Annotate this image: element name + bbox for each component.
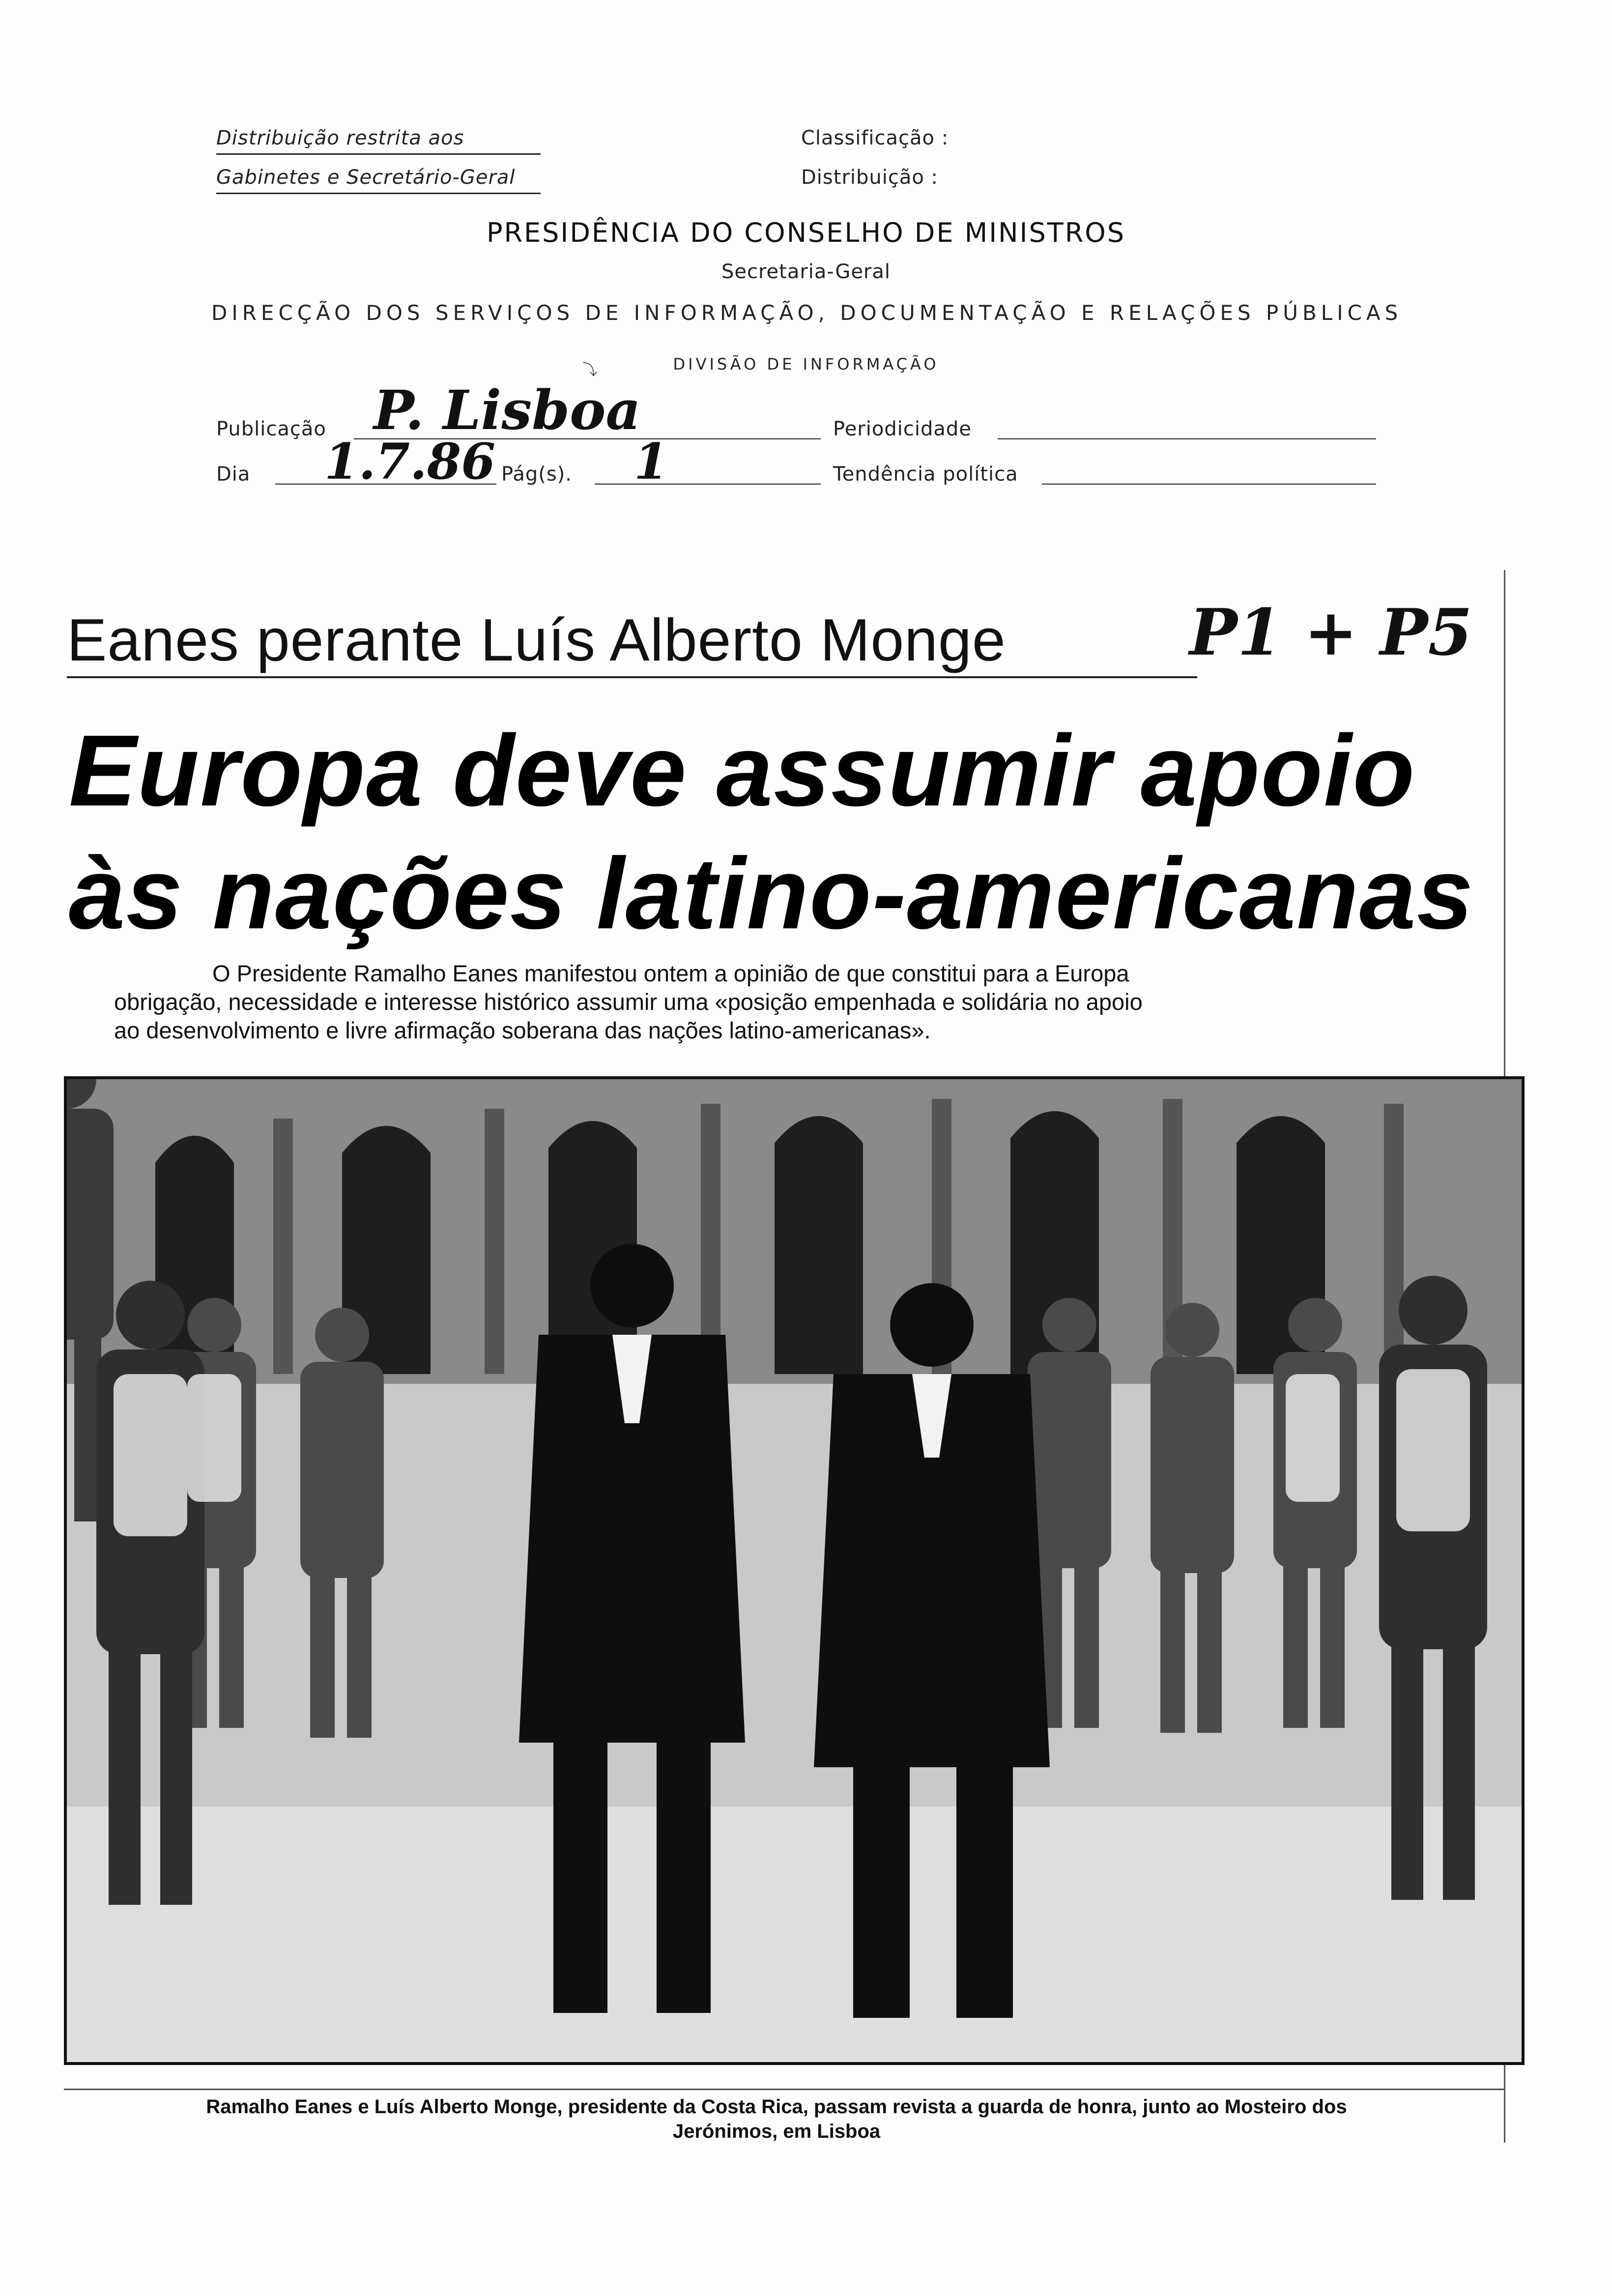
caption-rule — [64, 2089, 1504, 2090]
pages-label: Pág(s). — [501, 463, 572, 486]
division-title: DIVISÃO DE INFORMAÇÃO — [673, 355, 939, 373]
divider — [216, 153, 541, 155]
restricted-distribution-line1: Distribuição restrita aos — [216, 127, 464, 149]
tendency-line — [1042, 484, 1376, 485]
restricted-distribution-line2: Gabinetes e Secretário-Geral — [216, 166, 516, 189]
day-label: Dia — [216, 463, 251, 486]
periodicity-line — [998, 438, 1376, 439]
ministry-title: PRESIDÊNCIA DO CONSELHO DE MINISTROS — [486, 217, 1126, 248]
pages-value: 1 — [634, 432, 668, 490]
distribution-label: Distribuição : — [801, 166, 939, 189]
divider — [216, 193, 541, 194]
periodicity-label: Periodicidade — [833, 418, 972, 440]
publication-value: P. Lisboa — [374, 378, 641, 442]
directorate-title: DIRECÇÃO DOS SERVIÇOS DE INFORMAÇÃO, DOCUMENTAÇÃO E RELAÇÕES PÚBLICAS — [211, 301, 1403, 325]
secretariat-title: Secretaria-Geral — [721, 260, 891, 283]
article-kicker: Eanes perante Luís Alberto Monge — [67, 606, 1006, 673]
pages-line — [595, 484, 821, 485]
publication-label: Publicação — [216, 418, 326, 440]
classification-label: Classificação : — [801, 127, 949, 149]
lead-line1: O Presidente Ramalho Eanes manifestou ontem a opinião de que constitui para a Europa — [212, 960, 1129, 986]
day-value: 1.7.86 — [324, 432, 495, 490]
lead-line3: ao desenvolvimento e livre afirmação soberana das nações latino-americanas». — [114, 1017, 931, 1043]
kicker-underline — [67, 676, 1197, 678]
article-photo — [64, 1076, 1525, 2065]
arrow-icon: ⤵ — [582, 362, 597, 378]
headline-line2: às nações latino-americanas — [69, 837, 1474, 950]
margin-note: P1 + P5 — [1189, 595, 1472, 670]
headline-line1: Europa deve assumir apoio — [69, 714, 1416, 827]
lead-line2: obrigação, necessidade e interesse histórico assumir uma «posição empenhada e solidária no apoio — [114, 989, 1143, 1015]
tendency-label: Tendência política — [833, 463, 1018, 486]
photo-caption-line1: Ramalho Eanes e Luís Alberto Monge, presidente da Costa Rica, passam revista a guarda de honra, junto ao Mosteiro dos — [206, 2096, 1347, 2118]
photo-caption-line2: Jerónimos, em Lisboa — [672, 2121, 881, 2142]
guard-of-honour-photo — [67, 1079, 1522, 2062]
